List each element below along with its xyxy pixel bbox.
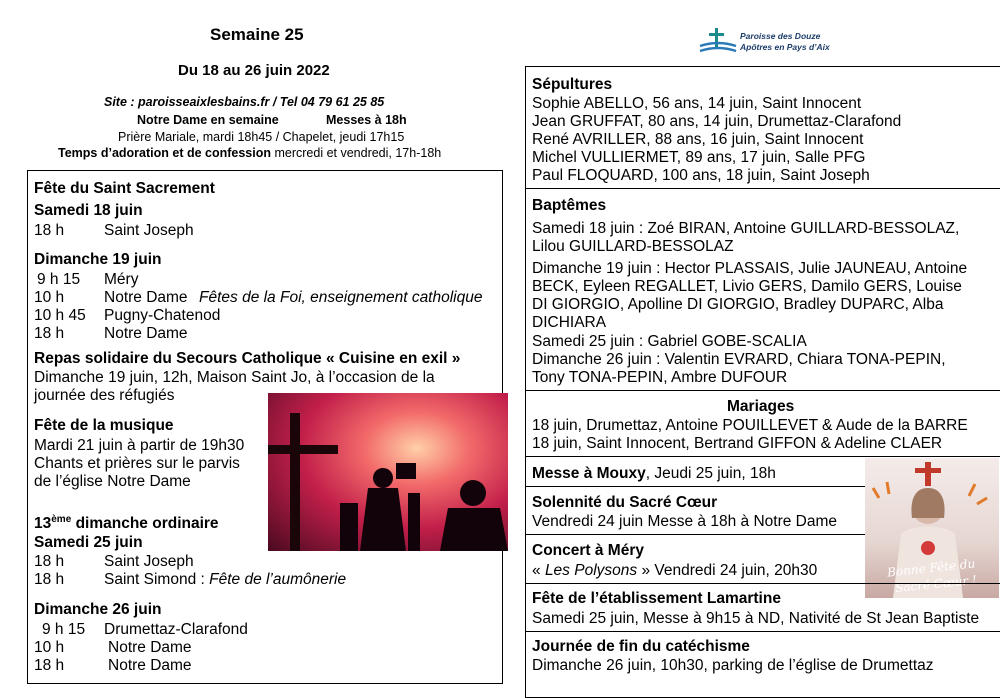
repas-title: Repas solidaire du Secours Catholique « Cuisine en exil » — [34, 350, 461, 367]
catechisme-title: Journée de fin du catéchisme — [532, 638, 750, 655]
divider — [525, 583, 1000, 584]
page-title: Semaine 25 — [210, 25, 304, 44]
mass-place: Pugny-Chatenod — [104, 307, 221, 324]
bapteme-line: BECK, Eyleen REGALLET, Livio GERS, Damilo GERS, Louise — [532, 278, 962, 295]
concert-line — [532, 562, 817, 580]
adoration-time: mercredi et vendredi, 17h-18h — [271, 146, 442, 160]
mass-time: 9 h 15 — [37, 271, 81, 288]
saturday-25-heading: Samedi 25 juin — [34, 534, 143, 551]
mass-time: 10 h — [34, 639, 65, 656]
mariages-title: Mariages — [727, 398, 795, 415]
mass-place-with-note: Saint Simond : Fête de l’aumônerie — [104, 571, 347, 588]
mass-time: 18 h — [34, 657, 65, 674]
mass-place: Notre Dame — [104, 325, 188, 342]
mariage-entry: 18 juin, Drumettaz, Antoine POUILLEVET & Aude de la BARRE — [532, 417, 968, 434]
mass-place: Drumettaz-Clarafond — [104, 621, 248, 638]
notre-dame-label: Notre Dame en semaine — [137, 113, 279, 127]
mass-place: Notre Dame — [108, 639, 192, 656]
ordinary-rest: dimanche ordinaire — [71, 515, 219, 533]
adoration-line — [58, 144, 441, 162]
sacred-heart-image — [865, 458, 999, 598]
mass-place: Méry — [104, 271, 139, 288]
musique-title: Fête de la musique — [34, 417, 174, 434]
mouxy-line — [532, 465, 776, 483]
saturday-18-heading: Samedi 18 juin — [34, 202, 143, 219]
lamartine-title: Fête de l’établissement Lamartine — [532, 590, 781, 607]
concert-details: » Vendredi 24 juin, 20h30 — [637, 562, 818, 579]
bapteme-line: Dimanche 19 juin : Hector PLASSAIS, Julie JAUNEAU, Antoine — [532, 260, 968, 277]
divider — [525, 188, 1000, 189]
date-range: Du 18 au 26 juin 2022 — [178, 62, 330, 79]
bapteme-line: Samedi 25 juin : Gabriel GOBE-SCALIA — [532, 333, 807, 350]
ordinary-sunday-title — [34, 511, 219, 533]
mass-time: 10 h 45 — [34, 307, 86, 324]
concert-quote-open: « — [532, 562, 545, 579]
bapteme-line: DICHIARA — [532, 314, 607, 331]
adoration-label: Temps d’adoration et de confession — [58, 146, 271, 160]
logo-line2: Apôtres en Pays d’Aix — [740, 42, 830, 52]
sepulture-entry: Sophie ABELLO, 56 ans, 14 juin, Saint Innocent — [532, 95, 862, 112]
site-info: Site : paroisseaixlesbains.fr / Tel 04 79 61 25 85 — [104, 95, 385, 109]
sepulture-entry: Jean GRUFFAT, 80 ans, 14 juin, Drumettaz-Clarafond — [532, 113, 902, 130]
ordinal-suffix: ème — [51, 514, 72, 525]
sepulture-entry: Michel VULLIERMET, 89 ans, 17 juin, Salle PFG — [532, 149, 866, 166]
mass-time: 18 h — [34, 571, 65, 588]
mass-time: 18 h — [34, 553, 65, 570]
sacre-coeur-text: Vendredi 24 juin Messe à 18h à Notre Dame — [532, 513, 838, 530]
mass-place: Saint Joseph — [104, 222, 194, 239]
cross-boat-icon — [698, 26, 738, 58]
repas-line: journée des réfugiés — [34, 387, 175, 404]
bapteme-line: DI GIORGIO, Apolline DI GIORGIO, Bradley DUPARC, Alba — [532, 296, 944, 313]
parish-logo — [698, 26, 738, 58]
catechisme-text: Dimanche 26 juin, 10h30, parking de l’église de Drumettaz — [532, 657, 934, 674]
mass-place: Saint Joseph — [104, 553, 194, 570]
sunday-26-heading: Dimanche 26 juin — [34, 601, 162, 618]
logo-line1: Paroisse des Douze — [740, 31, 821, 41]
sepultures-title: Sépultures — [532, 76, 613, 93]
repas-line: Dimanche 19 juin, 12h, Maison Saint Jo, à l’occasion de la — [34, 369, 435, 386]
ordinal-number: 13 — [34, 515, 52, 533]
sunday-19-heading: Dimanche 19 juin — [34, 251, 162, 268]
mass-place: Notre Dame — [108, 657, 192, 674]
mouxy-text: , Jeudi 25 juin, 18h — [645, 465, 776, 482]
mouxy-title: Messe à Mouxy — [532, 465, 646, 482]
musique-line: Mardi 21 juin à partir de 19h30 — [34, 437, 245, 454]
sacred-heart-caption2: Sacré Cœur ! — [894, 572, 978, 596]
mass-time: 18 h — [34, 325, 65, 342]
mass-note: Fêtes de la Foi, enseignement catholique — [199, 289, 483, 306]
mariage-entry: 18 juin, Saint Innocent, Bertrand GIFFON & Adeline CLAER — [532, 435, 943, 452]
divider — [525, 631, 1000, 632]
bapteme-line: Lilou GUILLARD-BESSOLAZ — [532, 238, 734, 255]
divider — [525, 486, 865, 487]
bapteme-line: Samedi 18 juin : Zoé BIRAN, Antoine GUILLARD-BESSOLAZ, — [532, 220, 960, 237]
mass-time: 9 h 15 — [42, 621, 86, 638]
concert-title: Concert à Méry — [532, 542, 644, 559]
sacred-heart-caption1: Bonne Fête du — [886, 556, 976, 580]
mass-time: 10 h — [34, 289, 65, 306]
notre-dame-mass: Messes à 18h — [326, 113, 407, 127]
bapteme-line: Tony TONA-PEPIN, Ambre DUFOUR — [532, 369, 788, 386]
concert-name: Les Polysons — [544, 562, 638, 579]
sepulture-entry: René AVRILLER, 88 ans, 16 juin, Saint Innocent — [532, 131, 864, 148]
prayer-schedule: Prière Mariale, mardi 18h45 / Chapelet, jeudi 17h15 — [118, 130, 405, 144]
mass-place: Notre Dame — [104, 289, 188, 306]
baptemes-title: Baptêmes — [532, 197, 607, 214]
divider — [525, 456, 1000, 457]
feast-title: Fête du Saint Sacrement — [34, 180, 215, 197]
mass-note: Fête de l’aumônerie — [209, 571, 347, 588]
lamartine-text: Samedi 25 juin, Messe à 9h15 à ND, Nativité de St Jean Baptiste — [532, 610, 980, 627]
mass-time: 18 h — [34, 222, 65, 239]
musique-line: Chants et prières sur le parvis — [34, 455, 240, 472]
music-concert-photo — [268, 393, 508, 551]
musique-line: de l’église Notre Dame — [34, 473, 191, 490]
divider — [525, 534, 865, 535]
sepulture-entry: Paul FLOQUARD, 100 ans, 18 juin, Saint Joseph — [532, 167, 870, 184]
sacre-coeur-title: Solennité du Sacré Cœur — [532, 494, 718, 511]
divider — [525, 390, 1000, 391]
bapteme-line: Dimanche 26 juin : Valentin EVRARD, Chiara TONA-PEPIN, — [532, 351, 946, 368]
mass-place: Saint Simond — [104, 571, 197, 588]
